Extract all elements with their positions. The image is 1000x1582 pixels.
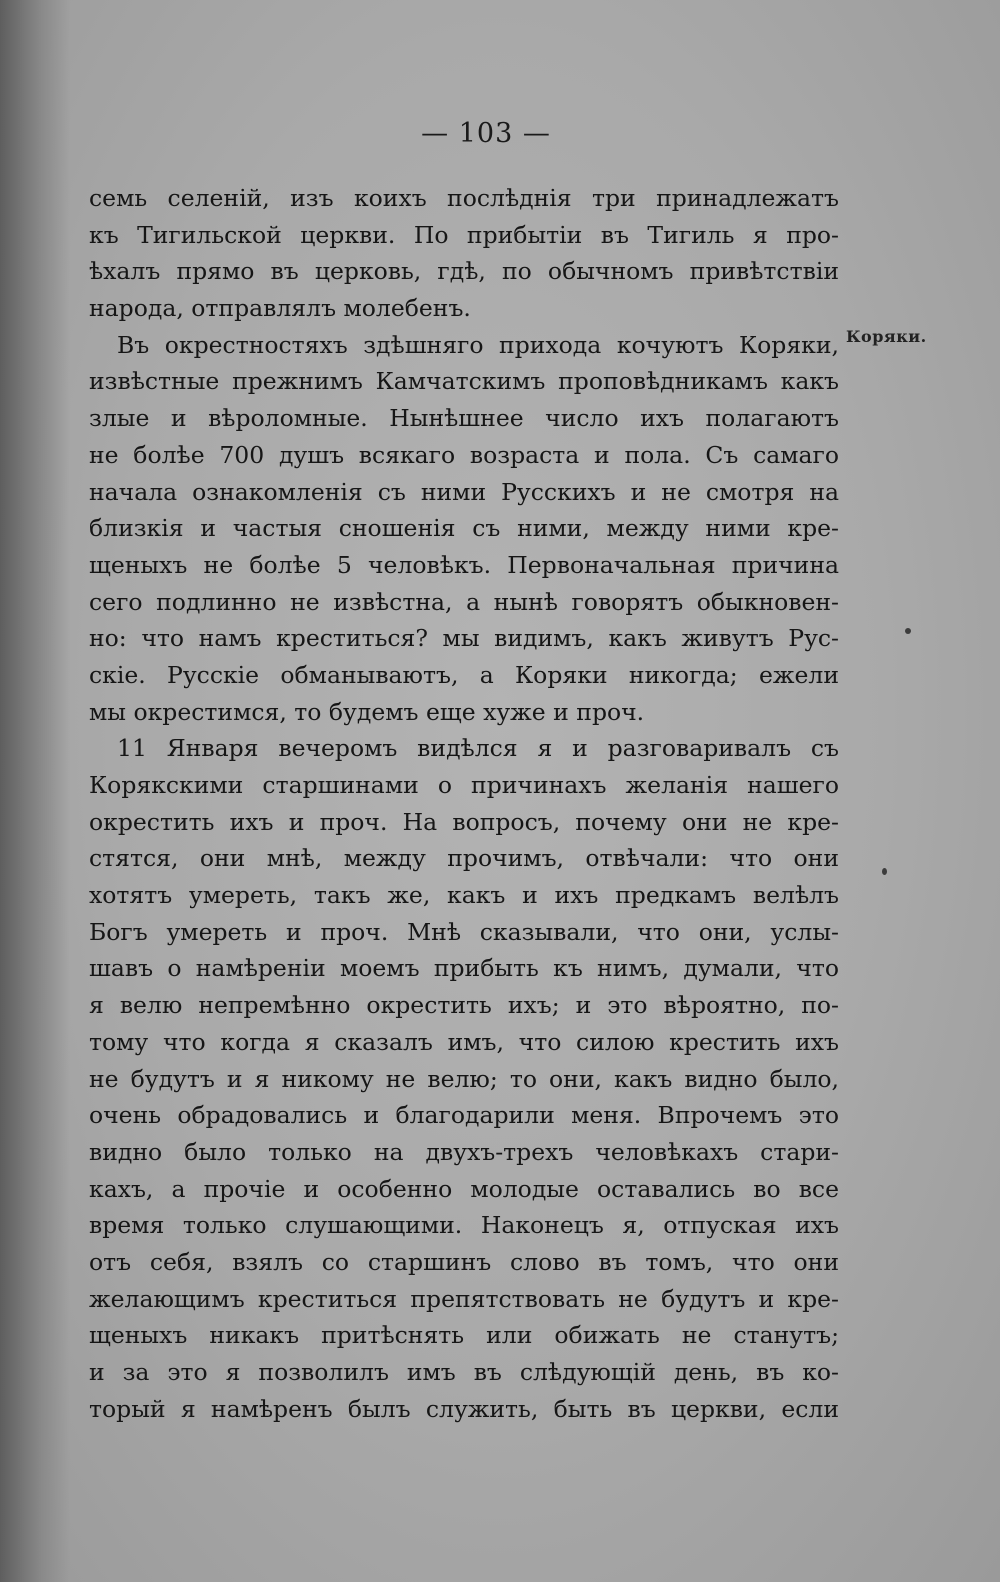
- text-line: Богъ умереть и проч. Мнѣ сказывали, что они, услы-: [89, 917, 839, 946]
- text-line: семь селеній, изъ коихъ послѣднія три принадлежатъ: [89, 184, 839, 212]
- body-text: [89, 180, 839, 1427]
- text-line: видно было только на двухъ-трехъ человѣкахъ стари-: [89, 1137, 839, 1166]
- text-line: торый я намѣренъ былъ служить, быть въ церкви, если: [89, 1394, 839, 1423]
- page-number: [0, 118, 1000, 149]
- text-line: очень обрадовались и благодарили меня. Впрочемъ это: [89, 1101, 839, 1130]
- text-line: 11 Января вечеромъ видѣлся я и разговаривалъ съ: [117, 734, 839, 763]
- text-line: къ Тигильской церкви. По прибытіи въ Тигиль я про-: [89, 220, 839, 249]
- text-line: мы окрестимся, то будемъ еще хуже и проч.: [89, 697, 645, 726]
- text-line: кахъ, а прочіе и особенно молодые оставались во все: [89, 1174, 839, 1203]
- text-line: желающимъ креститься препятствовать не будутъ и кре-: [89, 1284, 839, 1313]
- text-line: ѣхалъ прямо въ церковь, гдѣ, по обычномъ привѣтствіи: [89, 257, 839, 286]
- text-line: народа, отправлялъ молебенъ.: [89, 294, 471, 323]
- text-line: хотятъ умереть, такъ же, какъ и ихъ предкамъ велѣлъ: [89, 881, 839, 910]
- text-line: скіе. Русскіе обманываютъ, а Коряки никогда; ежели: [89, 660, 839, 689]
- text-line: сего подлинно не извѣстна, а нынѣ говорятъ обыкновен-: [89, 587, 839, 616]
- text-line: тому что когда я сказалъ имъ, что силою крестить ихъ: [89, 1027, 839, 1056]
- text-line: не будутъ и я никому не велю; то они, какъ видно было,: [89, 1064, 839, 1093]
- text-line: окрестить ихъ и проч. На вопросъ, почему они не кре-: [89, 807, 839, 836]
- text-line: близкія и частыя сношенія съ ними, между ними кре-: [89, 514, 839, 543]
- text-line: стятся, они мнѣ, между прочимъ, отвѣчали: что они: [89, 844, 839, 873]
- text-line: и за это я позволилъ имъ въ слѣдующій день, въ ко-: [89, 1358, 839, 1386]
- text-line: щеныхъ не болѣе 5 человѣкъ. Первоначальная причина: [89, 550, 839, 579]
- text-line: шавъ о намѣреніи моемъ прибыть къ нимъ, думали, что: [89, 954, 839, 983]
- text-line: Въ окрестностяхъ здѣшняго прихода кочуютъ Коряки,: [117, 330, 839, 359]
- text-line: время только слушающими. Наконецъ я, отпуская ихъ: [89, 1211, 839, 1240]
- margin-note: Коряки.: [846, 327, 927, 346]
- text-line: отъ себя, взялъ со старшинъ слово въ томъ, что они: [89, 1247, 839, 1276]
- text-line: злые и вѣроломные. Нынѣшнее число ихъ полагаютъ: [89, 404, 839, 433]
- ink-speck: [882, 868, 887, 875]
- text-line: щеныхъ никакъ притѣснять или обижать не станутъ;: [89, 1321, 839, 1350]
- text-line: я велю непремѣнно окрестить ихъ; и это вѣроятно, по-: [89, 991, 839, 1020]
- ink-speck: [905, 628, 911, 634]
- text-line: Корякскими старшинами о причинахъ желанія нашего: [89, 771, 839, 799]
- page-number-text: — 103 —: [421, 118, 551, 149]
- text-line: извѣстные прежнимъ Камчатскимъ проповѣдникамъ какъ: [89, 367, 839, 396]
- text-line: но: что намъ креститься? мы видимъ, какъ живутъ Рус-: [89, 624, 839, 653]
- text-line: начала ознакомленія съ ними Русскихъ и не смотря на: [89, 477, 839, 506]
- text-line: не болѣе 700 душъ всякаго возраста и пола. Съ самаго: [89, 440, 839, 469]
